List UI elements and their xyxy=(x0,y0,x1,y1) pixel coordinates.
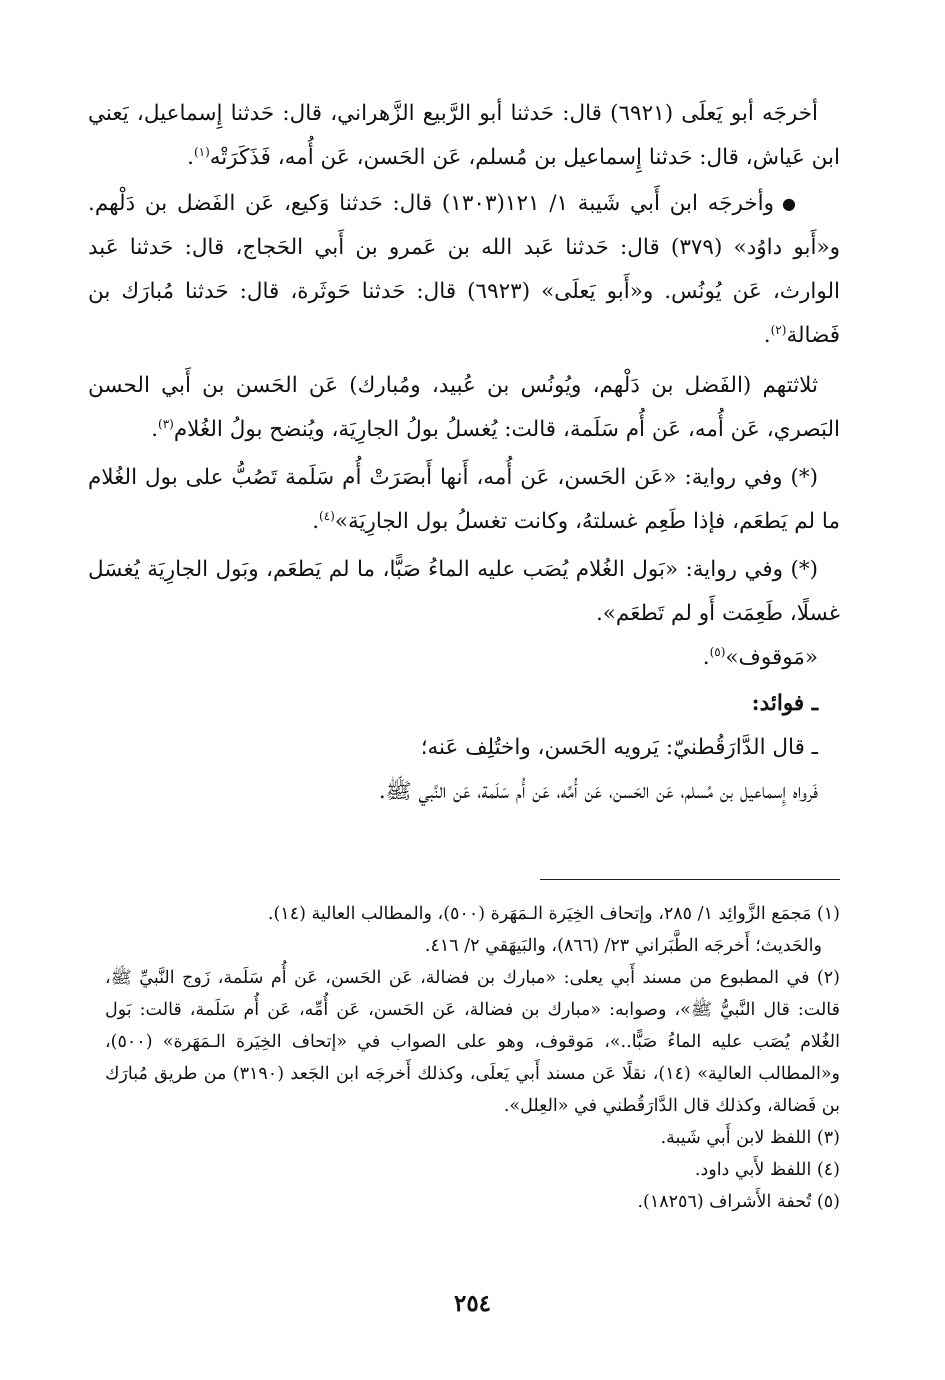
footnote-5: (٥) تُحفة الأَشراف (١٨٢٥٦). xyxy=(637,1192,840,1212)
footnote-1: (١) مَجمَع الزَّوائِد ١/ ٢٨٥، وإتحاف الخِيَرة الـمَهَرة (٥٠٠)، والمطالب العالية (١٤). xyxy=(267,904,840,924)
bullet-icon: ● xyxy=(782,194,796,213)
paragraph-rawahu: فَرواه إِسماعيل بن مُسلم، عَن الحَسن، عَن أُمِّه، عَن أُم سَلَمة، عَن النَّبي ﷺ. xyxy=(378,779,818,804)
footnote-3: (٣) اللفظ لابن أَبي شَيبة. xyxy=(660,1128,840,1148)
main-text xyxy=(88,92,840,814)
footnote-ref-4: (٤) xyxy=(319,508,335,523)
footnote-1-continued: والحَديث؛ أَخرجَه الطَّبَراني ٢٣/ (٨٦٦)، والبَيهَقي ٢/ ٤١٦. xyxy=(424,936,822,956)
footnote-ref-3: (٣) xyxy=(158,416,174,431)
paragraph-text: وأخرجَه ابن أَبي شَيبة ١/ ١٢١(١٣٠٣) قال: حَدثنا وَكيع، عَن الفَضل بن دَلْهم. و«أَبو داوُد» (٣٧٩) قال: حَدثنا عَبد الله بن عَمرو بن أَبي الحَجاج، قال: حَدثنا عَبد الوارث، عَن يُونُس. و«أَبو يَعلَى» (٦٩٢٣) قال: حَدثنا حَوثَرة، قال: حَدثنا مُبارَك بن فَضالة xyxy=(88,191,840,348)
benefits-heading: ـ فوائد: xyxy=(751,691,818,716)
footnote-ref-2: (٢) xyxy=(770,322,787,337)
paragraph-thalathatuhum: ثلاثتهم (الفَضل بن دَلْهم، ويُونُس بن عُبيد، ومُبارك) عَن الحَسن بن أَبي الحسن البَصري، عَن أُمه، عَن أُم سَلَمة، قالت: يُغسلُ بولُ الجارِيَة، ويُنضح بولُ الغُلام$^{(٣)}$. xyxy=(88,373,840,442)
paragraph-riwaya-1: (*) وفي رواية: «عَن الحَسن، عَن أُمه، أَنها أَبصَرَتْ أُم سَلَمة تَصُبُّ على بول الغُلام ما لم يَطعَم، فإذا طَعِم غسلتهُ، وكانت تغسلُ بول الجارِيَة»$^{(٤)}$. xyxy=(88,465,840,534)
footnote-divider xyxy=(540,879,840,880)
footnote-ref-1: (١) xyxy=(193,144,210,159)
footnote-2: (٢) في المطبوع من مسند أَبي يعلى: «مبارك بن فضالة، عَن الحَسن، عَن أُم سَلَمة، زَوج النَّبيِّ ﷺ، قالت: قال النَّبيُّ ﷺ»، وصوابه: «مبارك بن فضالة، عَن الحَسن، عَن أُمِّه، عَن أُم سَلَمة، قالت: بَول الغُلام يُصَب عليه الماءُ صَبًّا..»، مَوقوف، وهو على الصواب في «إتحاف الخِيَرة الـمَهَرة» (٥٠٠)، و«المطالب العالية» (١٤)، نقلًا عَن مسند أَبي يَعلَى، وكذلك أَخرجَه ابن الجَعد (٣١٩٠) من طريق مُبارَك بن فَضالة، وكذلك قال الدَّارَقُطني في «العِلل». xyxy=(105,968,840,1116)
footnotes xyxy=(105,898,840,1218)
paragraph-text: «مَوقوف» xyxy=(725,645,818,670)
paragraph-mawquf: «مَوقوف»$^{(٥)}$. xyxy=(702,644,818,670)
paragraph-text: أخرجَه أبو يَعلَى (٦٩٢١) قال: حَدثنا أبو الرَّبيع الزَّهراني، قال: حَدثنا إِسماعيل، يَعني ابن عَياش، قال: حَدثنا إِسماعيل بن مُسلم، عَن الحَسن، عَن أُمه، فَذَكَرَتْه xyxy=(88,101,840,170)
paragraph-riwaya-2: (*) وفي رواية: «بَول الغُلام يُصَب عليه الماءُ صَبًّا، ما لم يَطعَم، وبَول الجارِيَة يُغسَل غسلًا، طَعِمَت أَو لم تَطعَم». xyxy=(88,557,840,626)
paragraph-text: (*) وفي رواية: «عَن الحَسن، عَن أُمه، أَنها أَبصَرَتْ أُم سَلَمة تَصُبُّ على بول الغُلام ما لم يَطعَم، فإذا طَعِم غسلتهُ، وكانت تغسلُ بول الجارِيَة» xyxy=(88,465,840,534)
paragraph-ibn-abi-shayba: ●وأخرجَه ابن أَبي شَيبة ١/ ١٢١(١٣٠٣) قال: حَدثنا وَكيع، عَن الفَضل بن دَلْهم. و«أَبو داوُد» (٣٧٩) قال: حَدثنا عَبد الله بن عَمرو بن أَبي الحَجاج، قال: حَدثنا عَبد الوارث، عَن يُونُس. و«أَبو يَعلَى» (٦٩٢٣) قال: حَدثنا حَوثَرة، قال: حَدثنا مُبارَك بن فَضالة$^{(٢)}$. xyxy=(88,182,840,358)
paragraph-text: ثلاثتهم (الفَضل بن دَلْهم، ويُونُس بن عُبيد، ومُبارك) عَن الحَسن بن أَبي الحسن البَصري، عَن أُمه، عَن أُم سَلَمة، قالت: يُغسلُ بولُ الجارِيَة، ويُنضح بولُ الغُلام xyxy=(88,373,840,442)
page-number: ٢٥٤ xyxy=(453,1290,492,1317)
footnote-4: (٤) اللفظ لأَبي داود. xyxy=(694,1160,840,1180)
paragraph-daraqutni: ـ قال الدَّارَقُطنيّ: يَرويه الحَسن، واختُلِف عَنه؛ xyxy=(420,735,818,760)
paragraph-abu-yala: أخرجَه أبو يَعلَى (٦٩٢١) قال: حَدثنا أبو الرَّبيع الزَّهراني، قال: حَدثنا إِسماعيل، يَعني ابن عَياش، قال: حَدثنا إِسماعيل بن مُسلم، عَن الحَسن، عَن أُمه، فَذَكَرَتْه$^{(١)}$. xyxy=(88,101,840,170)
footnote-ref-5: (٥) xyxy=(709,644,726,659)
